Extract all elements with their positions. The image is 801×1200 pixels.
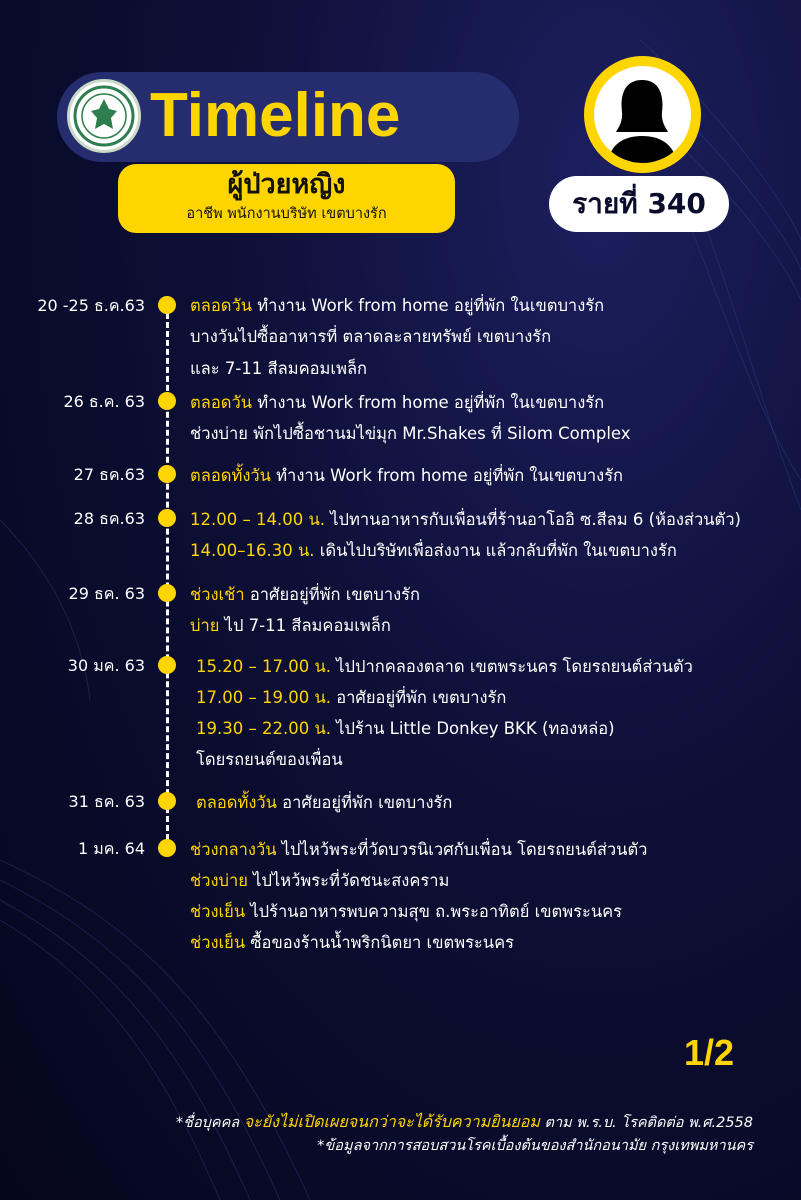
timeline-dot (158, 296, 176, 314)
patient-occupation: อาชีพ พนักงานบริษัท เขตบางรัก (186, 206, 387, 222)
timeline-dot (158, 792, 176, 810)
timeline-dot (158, 839, 176, 857)
timeline-entry-line: 12.00 – 14.00 น. ไปทานอาหารกับเพื่อนที่ร้านอาโออิ ซ.สีลม 6 (ห้องส่วนตัว) (190, 510, 741, 529)
bangkok-seal-icon (67, 79, 141, 153)
timeline-date: 1 มค. 64 (77, 839, 145, 858)
timeline-dot (158, 584, 176, 602)
patient-label: ผู้ป่วยหญิง (227, 169, 346, 200)
timeline-date: 31 ธค. 63 (68, 792, 145, 811)
timeline-entry-line: ตลอดวัน ทำงาน Work from home อยู่ที่พัก ในเขตบางรัก (190, 393, 605, 412)
timeline-dot (158, 392, 176, 410)
timeline-entry-line: 14.00–16.30 น. เดินไปบริษัทเพื่อส่งงาน แล้วกลับที่พัก ในเขตบางรัก (190, 541, 677, 560)
timeline-entry-line: ช่วงเย็น ซื้อของร้านน้ำพริกนิตยา เขตพระนคร (190, 933, 514, 952)
patient-info-box (118, 164, 455, 233)
footnote-privacy: *ชื่อบุคคล จะยังไม่เปิดเผยจนกว่าจะได้รับความยินยอม ตาม พ.ร.บ. โรคติดต่อ พ.ศ.2558 (175, 1112, 753, 1131)
page-title: Timeline (150, 81, 401, 150)
timeline-entry-line: บ่าย ไป 7-11 สีลมคอมเพล็ก (190, 616, 391, 635)
timeline-entry-line: โดยรถยนต์ของเพื่อน (196, 750, 343, 769)
timeline-entry-line: ช่วงเช้า อาศัยอยู่ที่พัก เขตบางรัก (190, 585, 421, 604)
timeline-entry-line: 15.20 – 17.00 น. ไปปากคลองตลาด เขตพระนคร โดยรถยนต์ส่วนตัว (196, 657, 693, 676)
timeline-entry-line: ช่วงกลางวัน ไปไหว้พระที่วัดบวรนิเวศกับเพื่อน โดยรถยนต์ส่วนตัว (190, 840, 648, 859)
timeline-dot (158, 465, 176, 483)
timeline-entry-line: ช่วงบ่าย ไปไหว้พระที่วัดชนะสงคราม (190, 871, 450, 890)
timeline-entry-line: ตลอดทั้งวัน อาศัยอยู่ที่พัก เขตบางรัก (196, 793, 453, 812)
timeline-entry-line: ตลอดทั้งวัน ทำงาน Work from home อยู่ที่พัก ในเขตบางรัก (190, 466, 624, 485)
case-number-badge: รายที่ 340 (549, 176, 729, 232)
timeline-entry-line: 17.00 – 19.00 น. อาศัยอยู่ที่พัก เขตบางรัก (196, 688, 507, 707)
page-indicator: 1/2 (684, 1032, 735, 1073)
timeline-axis (166, 304, 169, 849)
anonymous-woman-avatar-icon (584, 56, 701, 173)
timeline-date: 29 ธค. 63 (68, 584, 145, 603)
footnote-source: *ข้อมูลจากการสอบสวนโรคเบื้องต้นของสำนักอนามัย กรุงเทพมหานคร (317, 1138, 753, 1154)
timeline-entry-line: ตลอดวัน ทำงาน Work from home อยู่ที่พัก ในเขตบางรัก (190, 296, 605, 315)
timeline-date: 20 -25 ธ.ค.63 (37, 296, 145, 315)
timeline-entry-line: บางวันไปซื้ออาหารที่ ตลาดละลายทรัพย์ เขตบางรัก (190, 327, 552, 346)
timeline-entry-line: ช่วงเย็น ไปร้านอาหารพบความสุข ถ.พระอาทิตย์ เขตพระนคร (190, 902, 623, 921)
timeline-date: 26 ธ.ค. 63 (63, 392, 145, 411)
timeline-date: 30 มค. 63 (67, 656, 145, 675)
timeline-entry-line: 19.30 – 22.00 น. ไปร้าน Little Donkey BKK (ทองหล่อ) (196, 719, 615, 738)
timeline-date: 28 ธค.63 (73, 509, 145, 528)
timeline-entry-line: ช่วงบ่าย พักไปซื้อชานมไข่มุก Mr.Shakes ที่ Silom Complex (190, 424, 631, 443)
timeline-date: 27 ธค.63 (73, 465, 145, 484)
timeline-dot (158, 509, 176, 527)
timeline-dot (158, 656, 176, 674)
timeline-entry-line: และ 7-11 สีลมคอมเพล็ก (190, 359, 368, 378)
